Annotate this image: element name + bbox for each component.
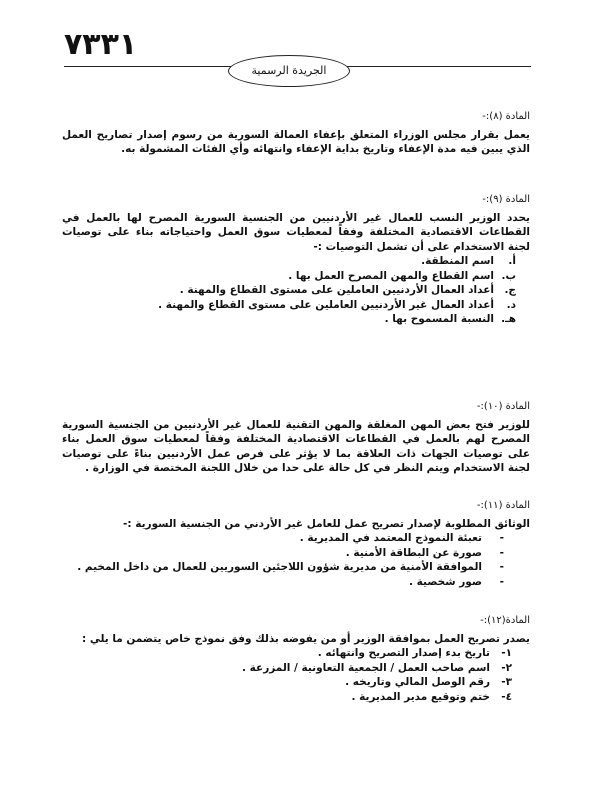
list-item [62, 690, 512, 705]
list-marker: ٤- [501, 690, 512, 703]
list-item [62, 575, 504, 590]
list-text: صور شخصية . [409, 575, 482, 588]
list-item [62, 661, 512, 676]
list-item [62, 646, 512, 661]
gazette-header-oval: الجريدة الرسمية [228, 55, 350, 87]
list-marker: ١- [501, 647, 512, 659]
list-marker: - [499, 575, 504, 588]
list-text: تاريخ بدء إصدار التصريح وانتهائه . [317, 647, 490, 659]
list-marker: - [499, 532, 504, 544]
list-text: ختم وتوقيع مدير المديرية . [351, 690, 490, 703]
list-item [62, 283, 516, 298]
list-marker: - [499, 546, 504, 559]
article-8 [62, 110, 530, 157]
article-body: يعمل بقرار مجلس الوزراء المتعلق بإعفاء العمالة السورية من رسوم إصدار تصاريح العمل الذي يبين فيه مدة الإعفاء وتاريخ بداية الإعفاء وانتهائه وأي الفئات المشمولة به. [62, 128, 530, 155]
list-marker: ب. [501, 269, 516, 282]
list-text: النسبة المسموح بها . [384, 313, 494, 325]
list-text: أعداد العمال الأردنيين العاملين على مستوى القطاع والمهنة . [179, 284, 494, 296]
page-number: ٧٣٣١ [64, 27, 138, 62]
list-text: الموافقة الأمنية من مديرية شؤون اللاجئين السوريين للعمال من داخل المخيم . [77, 561, 482, 573]
article-11 [62, 499, 530, 589]
required-documents-list [62, 531, 530, 589]
list-marker: - [499, 561, 504, 573]
list-item [62, 254, 516, 269]
article-body: للوزير فتح بعض المهن المغلقة والمهن التقنية للعمال غير الأردنيين من الجنسية السورية المصرح لهم بالعمل في القطاعات الاقتصادية المختلفة وفقاً لمعطيات سوق العمل بناء على توصيات الجهات ذات العلاقة بما لا يؤثر على فرص عمل الأردنيين بناءً على توصيات لجنة الاستخدام ويتم النظر في كل حالة على حدا من خلال اللجنة المختصة في الوزارة . [62, 418, 530, 474]
article-12 [62, 614, 530, 704]
article-title: المادة(١٢):- [480, 615, 530, 626]
list-item [62, 560, 504, 575]
list-item [62, 531, 504, 546]
list-text: اسم القطاع والمهن المصرح العمل بها . [288, 269, 494, 282]
list-marker: هـ. [501, 313, 516, 325]
article-title: المادة (٩):- [482, 194, 530, 205]
article-body: الوثائق المطلوبة لإصدار تصريح عمل للعامل غير الأردني من الجنسية السورية :- [123, 517, 530, 530]
article-body: يصدر تصريح العمل بموافقة الوزير أو من يفوضه بذلك وفق نموذج خاص يتضمن ما يلي : [81, 632, 530, 645]
list-item [62, 269, 516, 284]
list-marker: ٣- [501, 676, 512, 688]
list-marker: ج. [504, 284, 516, 296]
list-marker: أ. [508, 255, 516, 267]
recommendations-list [62, 254, 530, 327]
list-marker: د. [506, 298, 516, 311]
list-item [62, 675, 512, 690]
article-title: المادة (٨):- [482, 111, 530, 122]
article-10 [62, 400, 530, 476]
list-text: أعداد العمال غير الأردنيين العاملين على مستوى القطاع والمهنة . [158, 298, 494, 311]
list-marker: ٢- [501, 661, 512, 674]
list-text: صورة عن البطاقة الأمنية . [345, 546, 482, 559]
list-text: رقم الوصل المالي وتاريخه . [345, 676, 490, 688]
article-title: المادة (١١):- [476, 500, 530, 511]
list-item [62, 546, 504, 561]
article-9 [62, 193, 530, 327]
article-body: يحدد الوزير النسب للعمال غير الأردنيين من الجنسية السورية المصرح لها بالعمل في القطاعات الاقتصادية المختلفة وفقاً لمعطيات سوق العمل واحتياجاته بناء على توصيات لجنة الاستخدام على أن تشمل التوصيات :- [62, 211, 530, 253]
article-title: المادة (١٠):- [476, 401, 530, 412]
permit-contents-list [62, 646, 530, 704]
list-text: اسم صاحب العمل / الجمعية التعاونية / المزرعة . [242, 661, 490, 674]
list-item [62, 298, 516, 313]
list-text: اسم المنطقة. [421, 255, 494, 267]
list-item [62, 312, 516, 327]
list-text: تعبئة النموذج المعتمد في المديرية . [299, 532, 482, 544]
